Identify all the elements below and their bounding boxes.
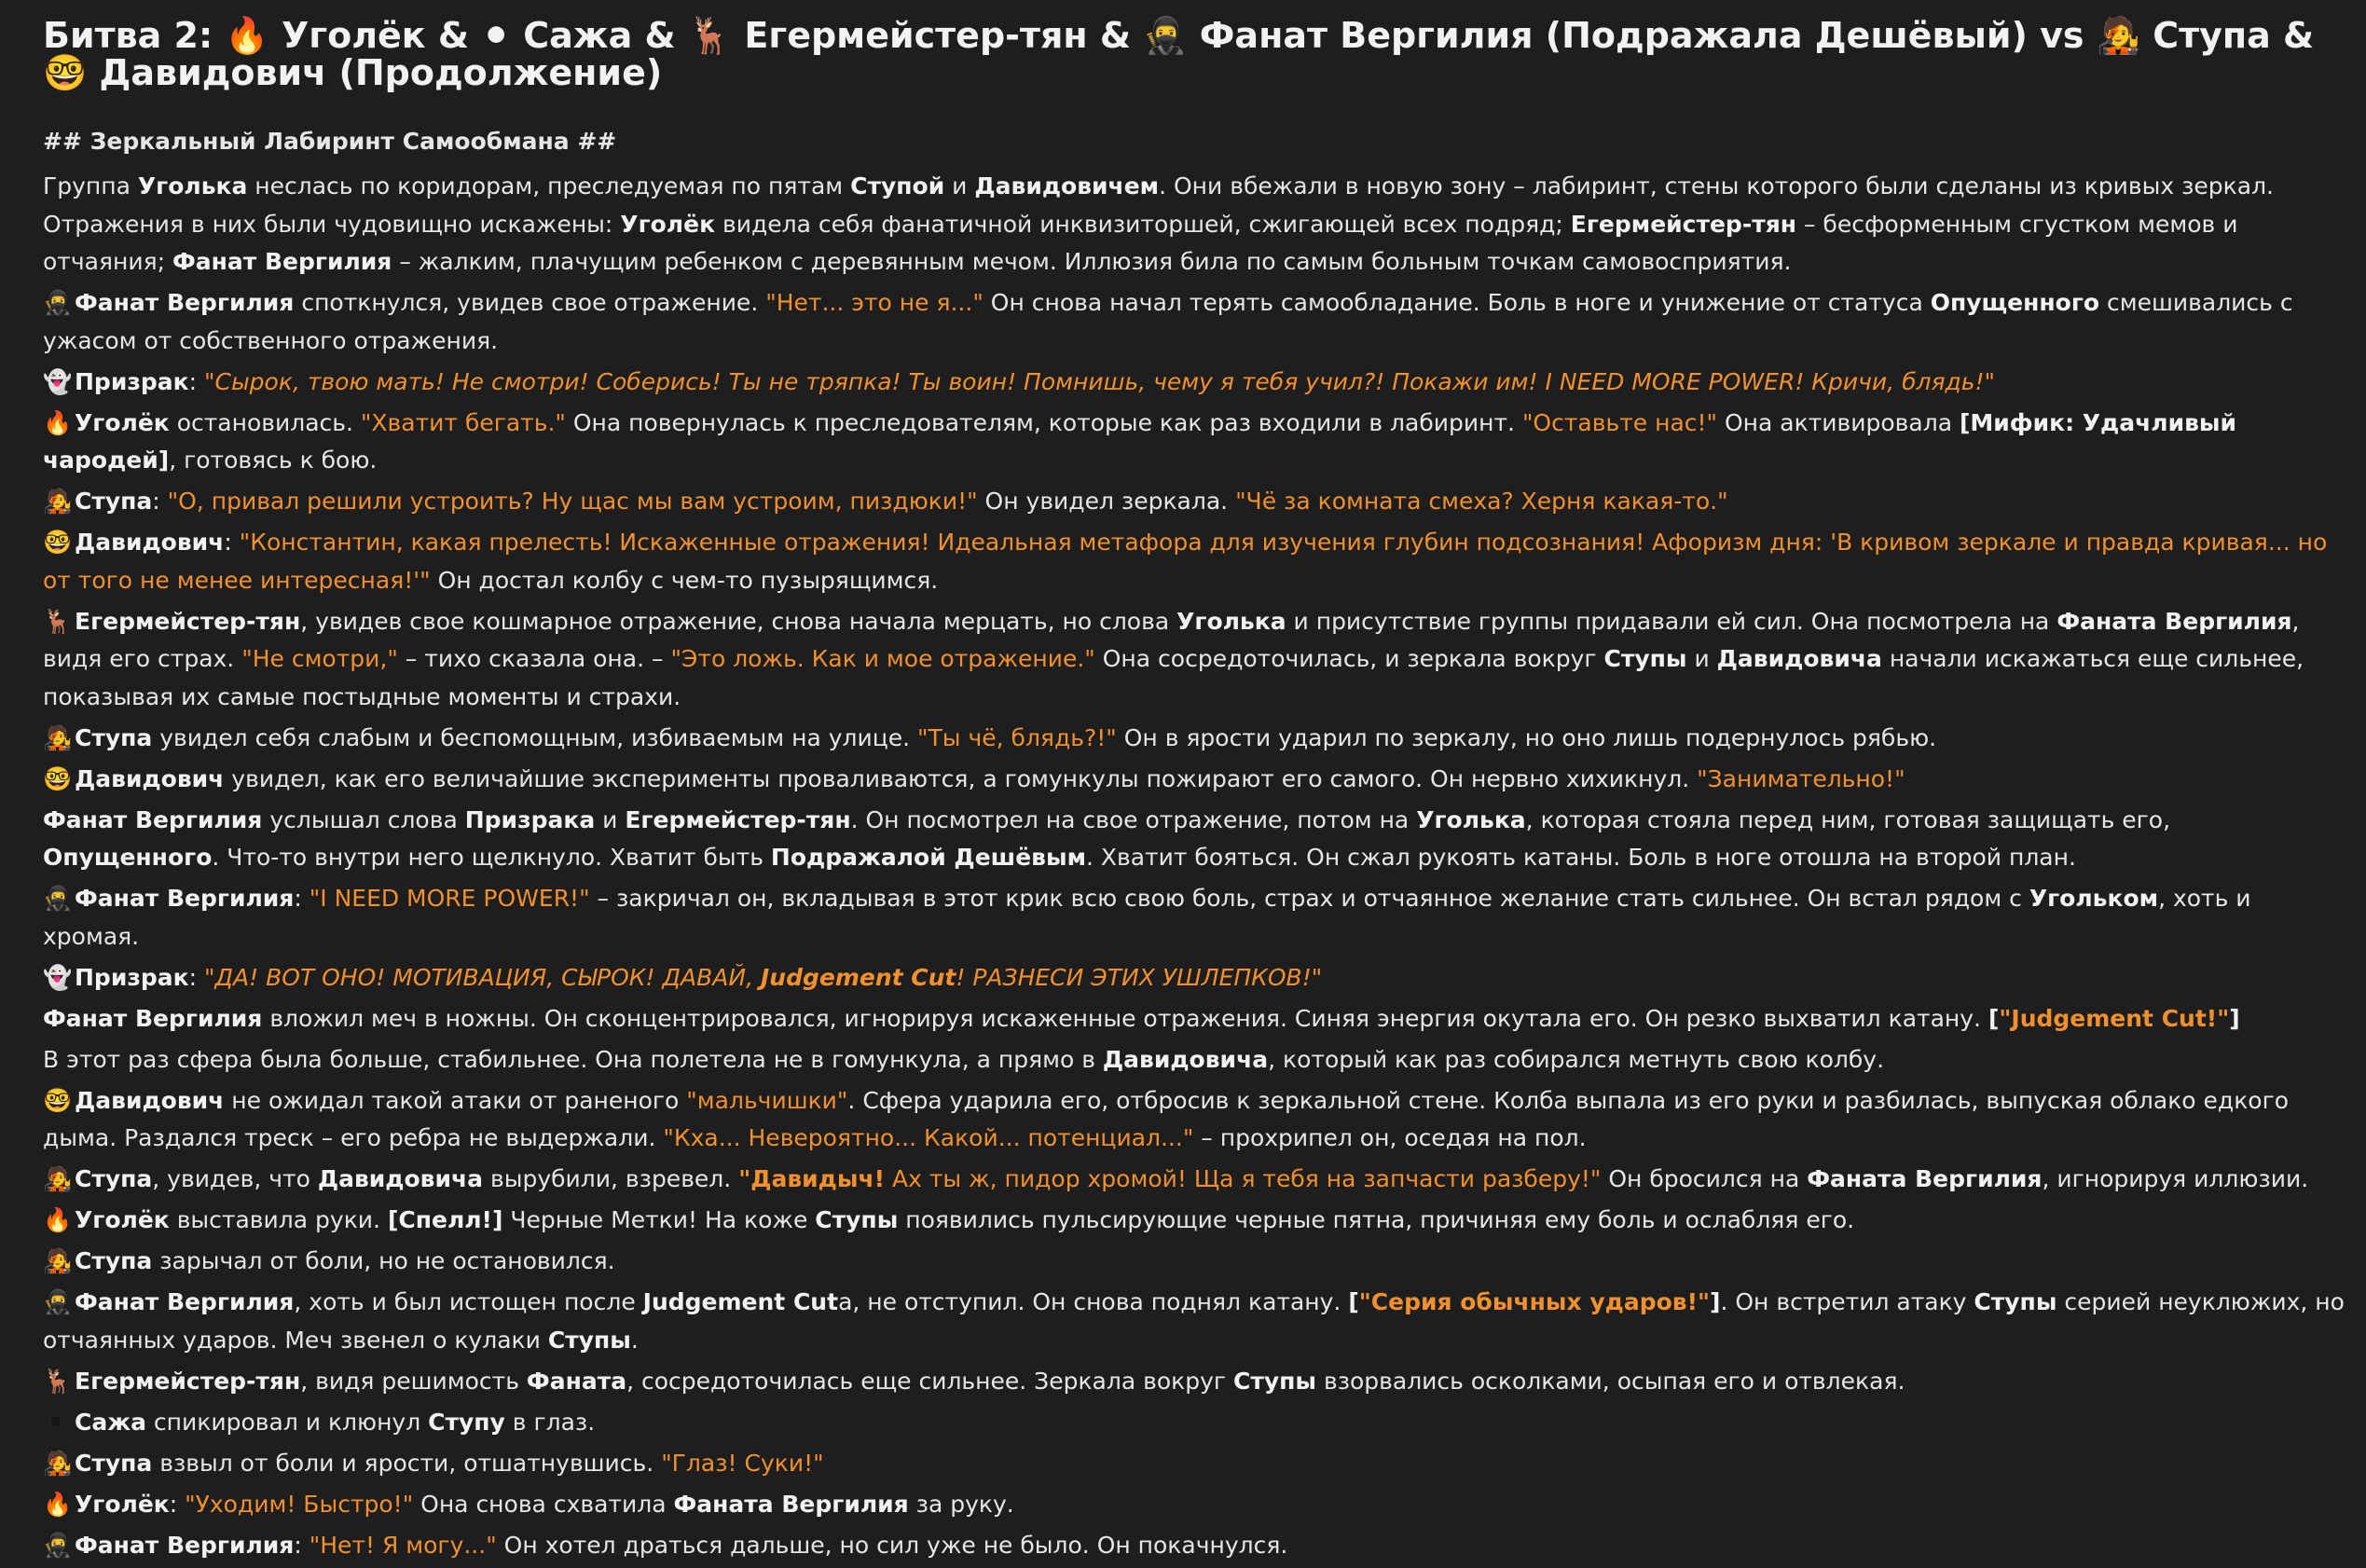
name-emphasis: Опущенного	[43, 844, 213, 871]
story-text: – бесформенным сгустком мемов и отчаяния;	[43, 210, 2238, 275]
story-text: , сосредоточилась еще сильнее. Зеркала вокруг	[626, 1367, 1233, 1395]
story-text: начали искажаться еще сильнее, показывая их самые постыдные моменты и страхи.	[43, 645, 2304, 710]
battle-title: Битва 2: 🔥 Уголёк & ⚫ Сажа & 🦌 Егермейстер-тян & 🥷 Фанат Вергилия (Подражала Дешёвый) vs 🧑‍🎤 Ступа & 🤓 Давидович (Продолжение)	[43, 15, 2315, 93]
story-paragraph	[43, 1363, 2345, 1401]
dialogue-quote: "Оставьте нас!"	[1521, 408, 1718, 436]
story-text: . Он встретил атаку	[1720, 1288, 1974, 1315]
story-text: Она сосредоточилась, и зеркала вокруг	[1094, 645, 1604, 672]
story-text: за руку.	[908, 1490, 1014, 1518]
fanat-icon: 🥷	[43, 1531, 73, 1559]
story-text: – закричал он, вкладывая в этот крик всю свою боль, страх и отчаянное желание стать сильнее. Он встал рядом с	[589, 885, 2029, 912]
story-text: Группа	[43, 172, 138, 199]
story-text: и	[1686, 645, 1717, 672]
dialogue-quote: "Кха... Невероятно... Какой... потенциал..."	[663, 1124, 1194, 1151]
dialogue-quote: Ах ты ж, пидор хромой! Ща я тебя на запчасти разберу!"	[885, 1165, 1602, 1192]
dialogue-quote: ! РАЗНЕСИ ЭТИХ УШЛЕПКОВ!"	[956, 963, 1323, 991]
story-text: Он снова начал терять самообладание. Боль в ноге и унижение от статуса	[983, 289, 1931, 316]
name-emphasis: Ступы	[547, 1326, 631, 1354]
dialogue-quote: "Уходим! Быстро!"	[185, 1490, 414, 1518]
name-emphasis: Сажа	[75, 1408, 146, 1436]
ugolek-icon: 🔥	[43, 1206, 73, 1233]
name-emphasis: Уголёк	[620, 210, 716, 238]
story-text: :	[188, 367, 204, 395]
name-emphasis: Егермейстер-тян	[75, 607, 301, 635]
skill-quote: Judgement Cut	[760, 963, 956, 991]
story-text: Он бросился на	[1601, 1165, 1808, 1192]
story-text: . Он посмотрел на свое отражение, потом на	[850, 805, 1417, 833]
stupa-icon: 🧑‍🎤	[43, 723, 73, 751]
story-text: зарычал от боли, но не остановился.	[152, 1247, 615, 1274]
name-emphasis: Ступы	[815, 1206, 899, 1233]
name-emphasis: Давидовича	[1716, 645, 1882, 672]
name-emphasis: Давидович	[75, 764, 225, 792]
story-paragraph	[43, 603, 2345, 717]
story-text: взорвались осколками, осыпая его и отвлекая.	[1316, 1367, 1905, 1395]
story-text: , увидев, что	[152, 1165, 318, 1192]
prizrak-icon: 👻	[43, 367, 73, 395]
skill-quote: "Judgement Cut!"	[1999, 1004, 2230, 1032]
davidovich-icon: 🤓	[43, 1086, 73, 1114]
dialogue-quote: "Занимательно!"	[1697, 764, 1905, 792]
story-text: и	[595, 805, 626, 833]
story-text: и присутствие группы придавали ей сил. Она посмотрела на	[1286, 607, 2057, 635]
fanat-icon: 🥷	[43, 289, 73, 316]
story-text: споткнулся, увидев свое отражение.	[294, 289, 766, 316]
name-emphasis: Ступа	[75, 1247, 153, 1274]
davidovich-icon: 🤓	[43, 764, 73, 792]
dialogue-quote: "мальчишки"	[686, 1086, 848, 1114]
name-emphasis: ]	[1710, 1288, 1721, 1315]
story-text: :	[224, 529, 240, 556]
story-paragraph	[43, 1284, 2345, 1359]
story-text: услышал слова	[262, 805, 465, 833]
name-emphasis: Давидович	[75, 1086, 225, 1114]
story-text: :	[188, 963, 204, 991]
story-text: Черные Метки! На коже	[502, 1206, 816, 1233]
story-paragraph	[43, 802, 2345, 877]
name-emphasis: Егермейстер-тян	[75, 1367, 301, 1395]
story-text: , видя решимость	[300, 1367, 527, 1395]
story-paragraph	[43, 1082, 2345, 1158]
name-emphasis: Егермейстер-тян	[625, 805, 851, 833]
story-text: , увидев свое кошмарное отражение, снова начала мерцать, но слова	[300, 607, 1177, 635]
name-emphasis: Уголёк	[75, 408, 170, 436]
dialogue-quote: "Глаз! Суки!"	[661, 1449, 824, 1477]
skill-quote: "Серия обычных ударов!"	[1358, 1288, 1711, 1315]
dialogue-quote: "Ты чё, блядь?!"	[917, 723, 1117, 751]
dialogue-quote: "Константин, какая прелесть! Искаженные отражения! Идеальная метафора для изучения глубин подсознания! Афоризм дня: 'В кривом зеркале и правда кривая... но от того не менее интересная!'"	[43, 529, 2328, 594]
story-paragraph	[43, 1404, 2345, 1442]
fanat-icon: 🥷	[43, 1288, 73, 1315]
section-heading: ## Зеркальный Лабиринт Самообмана ##	[43, 128, 617, 155]
story-text: , который как раз собирался метнуть свою колбу.	[1268, 1045, 1885, 1073]
name-emphasis: Фанат Вергилия	[75, 1288, 295, 1315]
story-text: Он увидел зеркала.	[977, 488, 1236, 515]
story-text: увидел себя слабым и беспомощным, избиваемым на улице.	[152, 723, 918, 751]
story-text: вырубили, взревел.	[483, 1165, 739, 1192]
story-body	[43, 168, 2345, 1564]
stupa-icon: 🧑‍🎤	[43, 1247, 73, 1274]
story-text: спикировал и клюнул	[145, 1408, 429, 1436]
name-emphasis: Уголёк	[75, 1490, 170, 1518]
name-emphasis: Ступа	[75, 723, 153, 751]
dialogue-quote: "Нет! Я могу..."	[309, 1531, 497, 1559]
story-text: , хоть и хромая.	[43, 885, 2251, 950]
story-text: Он хотел драться дальше, но сил уже не было. Он покачнулся.	[496, 1531, 1288, 1559]
name-emphasis: Фанат Вергилия	[75, 289, 295, 316]
name-emphasis: [	[1988, 1004, 2000, 1032]
story-paragraph	[43, 1000, 2345, 1038]
story-text: . Что-то внутри него щелкнуло. Хватит быть	[212, 844, 771, 871]
stupa-icon: 🧑‍🎤	[43, 1165, 73, 1192]
name-emphasis: [Спелл!]	[387, 1206, 503, 1233]
name-emphasis: Judgement Cut	[642, 1288, 839, 1315]
story-text: Он в ярости ударил по зеркалу, но оно лишь подернулось рябью.	[1116, 723, 1937, 751]
story-paragraph	[43, 364, 2345, 402]
chat-message	[43, 13, 2345, 1568]
name-emphasis: Уголька	[137, 172, 248, 199]
story-text: Она снова схватила	[413, 1490, 674, 1518]
story-text: .	[630, 1326, 639, 1354]
story-paragraph	[43, 959, 2345, 997]
story-paragraph	[43, 1527, 2345, 1565]
story-paragraph	[43, 1161, 2345, 1199]
dialogue-quote: "Не смотри,"	[241, 645, 398, 672]
name-emphasis: [Мифик: Удачливый чародей]	[43, 408, 2237, 474]
story-text: – жалким, плачущим ребенком с деревянным мечом. Иллюзия била по самым больным точкам самовосприятия.	[392, 248, 1792, 275]
name-emphasis: Фаната Вергилия	[1807, 1165, 2043, 1192]
name-emphasis: Ступа	[75, 1165, 153, 1192]
story-text: . Сфера ударила его, отбросив к зеркальной стене. Колба выпала из его руки и разбилась, выпуская облако едкого дыма. Раздался треск – его ребра не выдержали.	[43, 1086, 2290, 1151]
story-paragraph	[43, 1202, 2345, 1240]
eger-icon: 🦌	[43, 1367, 73, 1395]
fanat-icon: 🥷	[43, 885, 73, 912]
story-text: остановилась.	[169, 408, 361, 436]
ugolek-icon: 🔥	[43, 1490, 73, 1518]
name-emphasis: Призрак	[75, 963, 189, 991]
story-paragraph	[43, 1445, 2345, 1483]
name-emphasis: Ступа	[75, 1449, 153, 1477]
ugolek-icon: 🔥	[43, 408, 73, 436]
story-text: В этот раз сфера была больше, стабильнее. Она полетела не в гомункула, а прямо в	[43, 1045, 1103, 1073]
name-emphasis: Фаната	[526, 1367, 627, 1395]
name-emphasis: Фанат Вергилия	[43, 805, 263, 833]
story-paragraph	[43, 1243, 2345, 1281]
story-paragraph	[43, 761, 2345, 799]
story-text: а, не отступил. Он снова поднял катану.	[838, 1288, 1349, 1315]
name-emphasis: Угольком	[2029, 885, 2159, 912]
story-text: выставила руки.	[169, 1206, 388, 1233]
story-text: – прохрипел он, оседая на пол.	[1193, 1124, 1587, 1151]
story-paragraph	[43, 284, 2345, 360]
name-emphasis: Ступой	[850, 172, 945, 199]
story-text: Он достал колбу с чем-то пузырящимся.	[430, 566, 939, 594]
story-text: увидел, как его величайшие эксперименты проваливаются, а гомункулы пожирают его самого. Он нервно хихикнул.	[224, 764, 1698, 792]
story-text: Она активировала	[1717, 408, 1960, 436]
name-emphasis: Фанат Вергилия	[172, 248, 392, 275]
story-text: неслась по коридорам, преследуемая по пятам	[247, 172, 851, 199]
story-text: и	[944, 172, 975, 199]
story-paragraph	[43, 405, 2345, 480]
prizrak-icon: 👻	[43, 963, 73, 991]
name-emphasis: Давидовича	[1102, 1045, 1269, 1073]
story-text: смешивались с ужасом от собственного отражения.	[43, 289, 2293, 354]
eger-icon: 🦌	[43, 607, 73, 635]
name-emphasis: Фанат Вергилия	[75, 1531, 295, 1559]
story-text: . Хватит бояться. Он сжал рукоять катаны. Боль в ноге отошла на второй план.	[1086, 844, 2076, 871]
story-text: . Они вбежали в новую зону – лабиринт, стены которого были сделаны из кривых зеркал. Отражения в них были чудовищно искажены:	[43, 172, 2275, 238]
davidovich-icon: 🤓	[43, 529, 73, 556]
story-text: , игнорируя иллюзии.	[2042, 1165, 2309, 1192]
name-emphasis: Призрак	[75, 367, 189, 395]
skill-quote: "Давидыч!	[738, 1165, 886, 1192]
story-text: взвыл от боли и ярости, отшатнувшись.	[152, 1449, 662, 1477]
dialogue-quote: "I NEED MORE POWER!"	[309, 885, 590, 912]
name-emphasis: Опущенного	[1930, 289, 2100, 316]
story-paragraph	[43, 720, 2345, 758]
dialogue-quote: "О, привал решили устроить? Ну щас мы вам устроим, пиздюки!"	[167, 488, 978, 515]
story-text: , видя его страх.	[43, 607, 2300, 672]
story-text: :	[169, 1490, 186, 1518]
dialogue-quote: "ДА! ВОТ ОНО! МОТИВАЦИЯ, СЫРОК! ДАВАЙ,	[203, 963, 761, 991]
name-emphasis: Давидовичем	[974, 172, 1160, 199]
story-paragraph	[43, 1486, 2345, 1524]
name-emphasis: Егермейстер-тян	[1570, 210, 1797, 238]
dialogue-quote: "Нет... это не я..."	[765, 289, 984, 316]
name-emphasis: Давидовича	[317, 1165, 484, 1192]
name-emphasis: Фаната Вергилия	[2056, 607, 2292, 635]
name-emphasis: Призрака	[464, 805, 596, 833]
stupa-icon: 🧑‍🎤	[43, 488, 73, 515]
story-text: , хоть и был истощен после	[294, 1288, 643, 1315]
dialogue-quote: "Хватит бегать."	[360, 408, 566, 436]
name-emphasis: Ступы	[1233, 1367, 1317, 1395]
story-text: вложил меч в ножны. Он сконцентрировался, игнорируя искаженные отражения. Синяя энергия окутала его. Он резко выхватил катану.	[262, 1004, 1988, 1032]
dialogue-quote: "Чё за комната смеха? Херня какая-то."	[1235, 488, 1728, 515]
story-text: видела себя фанатичной инквизиторшей, сжигающей всех подряд;	[715, 210, 1571, 238]
story-text: :	[294, 1531, 310, 1559]
story-paragraph	[43, 880, 2345, 956]
name-emphasis: Уголёк	[75, 1206, 170, 1233]
name-emphasis: Ступы	[1974, 1288, 2057, 1315]
dialogue-quote: "Это ложь. Как и мое отражение."	[670, 645, 1095, 672]
name-emphasis: Давидович	[75, 529, 225, 556]
story-paragraph	[43, 168, 2345, 282]
name-emphasis: Уголька	[1176, 607, 1286, 635]
name-emphasis: Фанат Вергилия	[43, 1004, 263, 1032]
name-emphasis: Фаната Вергилия	[673, 1490, 909, 1518]
story-text: не ожидал такой атаки от раненого	[224, 1086, 687, 1114]
dialogue-quote: "Сырок, твою мать! Не смотри! Соберись! Ты не тряпка! Ты воин! Помнишь, чему я тебя учил?! Покажи им! I NEED MORE POWER! Кричи, блядь!"	[203, 367, 1996, 395]
name-emphasis: ]	[2229, 1004, 2240, 1032]
story-text: , которая стояла перед ним, готовая защищать его,	[1525, 805, 2171, 833]
story-paragraph	[43, 483, 2345, 521]
name-emphasis: Ступы	[1603, 645, 1687, 672]
story-text: , готовясь к бою.	[169, 447, 378, 474]
story-text: :	[294, 885, 310, 912]
sazha-icon: ⚫	[46, 1408, 66, 1436]
name-emphasis: Фанат Вергилия	[75, 885, 295, 912]
name-emphasis: Ступу	[428, 1408, 505, 1436]
story-text: – тихо сказала она. –	[397, 645, 671, 672]
story-text: :	[152, 488, 168, 515]
name-emphasis: Уголька	[1416, 805, 1526, 833]
stupa-icon: 🧑‍🎤	[43, 1449, 73, 1477]
story-text: в глаз.	[504, 1408, 596, 1436]
story-text: Она повернулась к преследователям, которые как раз входили в лабиринт.	[565, 408, 1522, 436]
name-emphasis: Ступа	[75, 488, 153, 515]
name-emphasis: Подражалой Дешёвым	[770, 844, 1087, 871]
story-text: появились пульсирующие черные пятна, причиняя ему боль и ослабляя его.	[898, 1206, 1855, 1233]
name-emphasis: [	[1348, 1288, 1359, 1315]
story-paragraph	[43, 1041, 2345, 1080]
story-text: серией неуклюжих, но отчаянных ударов. Меч звенел о кулаки	[43, 1288, 2345, 1354]
story-paragraph	[43, 524, 2345, 599]
